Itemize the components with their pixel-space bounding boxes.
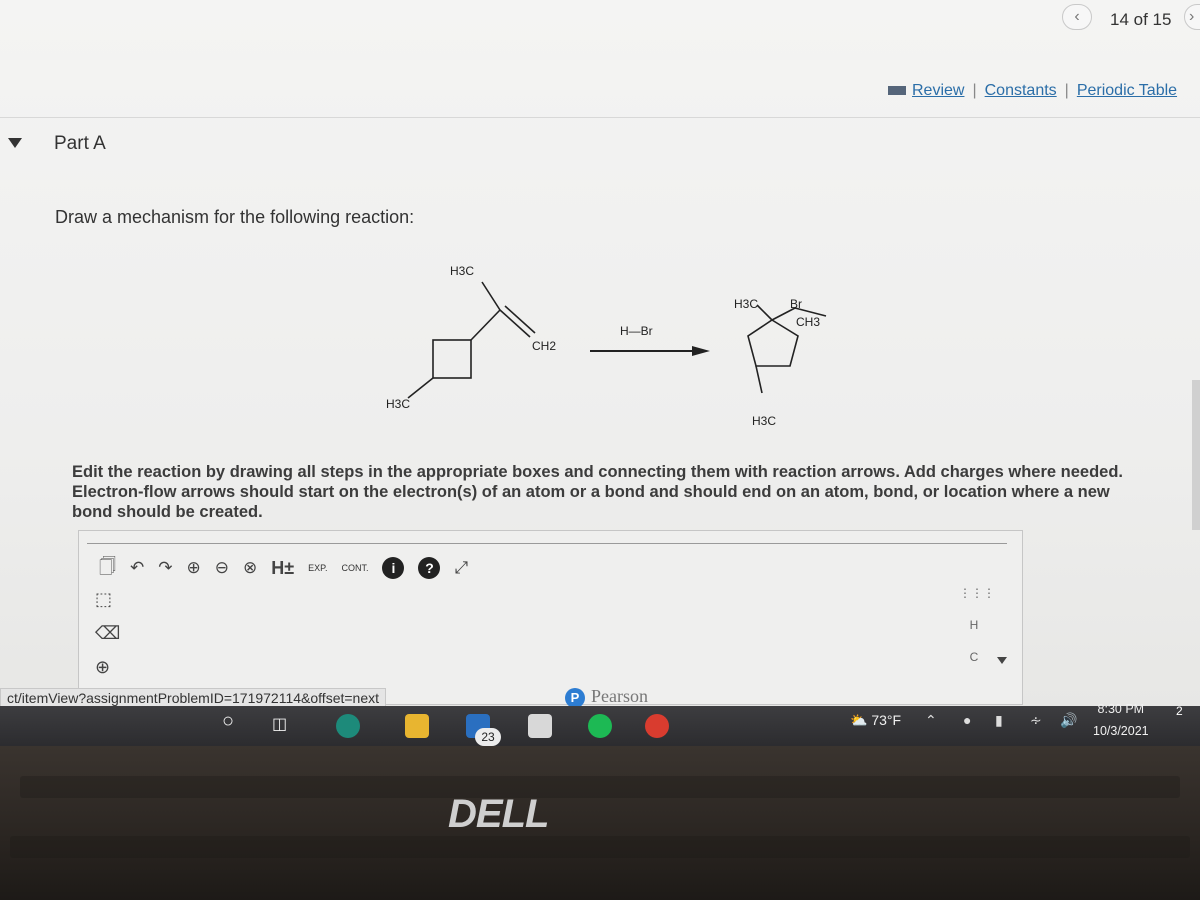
laptop-keyboard xyxy=(0,746,1200,900)
page-scrollbar[interactable] xyxy=(1192,380,1200,530)
volume-icon[interactable]: 🔊 xyxy=(1060,712,1078,728)
clear-icon[interactable]: ⊗ xyxy=(242,558,258,577)
help-icon[interactable]: ? xyxy=(418,557,440,579)
review-link[interactable]: Review xyxy=(912,82,965,99)
contract-label: CONT. xyxy=(341,563,369,573)
eraser-icon[interactable]: ⌫ xyxy=(95,623,121,643)
add-charge-icon[interactable]: ⊕ xyxy=(95,657,111,677)
cyclopentane-ring xyxy=(748,320,798,366)
methylene-label: CH2 xyxy=(532,339,557,353)
reagent-label: H—Br xyxy=(620,324,653,338)
mail-badge: 23 xyxy=(475,728,501,746)
carbon-atom-button[interactable]: C xyxy=(969,650,979,664)
methyl-label-top: H3C xyxy=(450,264,475,278)
task-view-icon[interactable]: ◫ xyxy=(272,716,288,733)
divider xyxy=(87,543,1007,544)
product-methyl-label-right: CH3 xyxy=(796,315,821,329)
bond xyxy=(408,378,433,398)
link-separator: | xyxy=(1064,82,1069,99)
page-count: 14 of 15 xyxy=(1110,10,1172,29)
pearson-logo-icon: P xyxy=(565,688,585,708)
contract-button[interactable] xyxy=(341,563,368,573)
new-document-icon[interactable]: 🗍 xyxy=(99,556,116,576)
edge-browser-icon[interactable] xyxy=(336,714,360,738)
hydrogen-charge-button[interactable]: H± xyxy=(271,557,295,578)
expand-button[interactable] xyxy=(308,563,327,573)
weather-widget[interactable] xyxy=(850,712,901,729)
previous-item-button[interactable]: ‹ xyxy=(1062,4,1092,30)
methyl-label-bottom: H3C xyxy=(386,397,411,411)
right-toolbar xyxy=(959,586,995,682)
fullscreen-icon[interactable]: ⤢ xyxy=(454,558,469,577)
spotify-icon[interactable] xyxy=(588,714,612,738)
weather-temperature: 73°F xyxy=(871,712,902,728)
tray-app-icon[interactable]: ● xyxy=(963,712,972,728)
status-bar-url: ct/itemView?assignmentProblemID=171972114&offset=next xyxy=(0,688,386,708)
bromine-label: Br xyxy=(790,297,802,311)
book-icon xyxy=(888,86,906,95)
clock-date: 10/3/2021 xyxy=(1093,724,1149,738)
taskbar-clock[interactable] xyxy=(1093,698,1149,742)
link-separator: | xyxy=(972,82,977,99)
constants-link[interactable]: Constants xyxy=(984,82,1057,99)
wifi-icon[interactable]: ∻ xyxy=(1030,712,1042,728)
key-row xyxy=(20,776,1180,798)
zoom-in-icon[interactable]: ⊕ xyxy=(186,558,201,577)
battery-icon[interactable]: ▮ xyxy=(995,712,1003,728)
cloud-sun-icon: ⛅ xyxy=(850,712,868,728)
divider xyxy=(0,117,1200,118)
hydrogen-atom-button[interactable]: H xyxy=(969,618,979,632)
windows-taskbar xyxy=(0,706,1200,746)
bond xyxy=(756,366,762,393)
question-text: Draw a mechanism for the following reaction: xyxy=(55,207,415,227)
redo-icon[interactable]: ↷ xyxy=(158,558,173,577)
collapse-caret-icon[interactable] xyxy=(8,138,22,148)
zoom-out-icon[interactable]: ⊖ xyxy=(214,558,229,577)
bond xyxy=(471,310,500,340)
drawing-editor[interactable] xyxy=(78,530,1023,705)
periodic-grid-icon[interactable]: ⋮⋮⋮ xyxy=(959,586,995,600)
reaction-arrowhead xyxy=(692,346,710,356)
instructions-text: Edit the reaction by drawing all steps in the appropriate boxes and connecting them with reaction arrows. Add charges where needed. Electron-flow arrows should start on the electron(s) of an atom or a bond and should end on an atom, bond, or location where a new bond should be created. xyxy=(72,463,1124,521)
product-methyl-label: H3C xyxy=(734,297,759,311)
bond xyxy=(757,305,772,320)
bond xyxy=(482,282,500,310)
selection-tool-icon[interactable]: ⬚ xyxy=(95,589,113,609)
notification-count: 2 xyxy=(1176,704,1183,718)
dell-logo: DELL xyxy=(448,792,549,836)
chrome-icon[interactable] xyxy=(645,714,669,738)
reaction-scheme xyxy=(360,250,830,440)
cyclobutane-ring xyxy=(433,340,471,378)
product-methyl-label-bottom: H3C xyxy=(752,414,777,428)
pearson-footer xyxy=(565,686,648,708)
part-title[interactable]: Part A xyxy=(54,133,106,154)
info-icon[interactable]: i xyxy=(382,557,404,579)
resource-links xyxy=(888,82,1177,100)
next-item-button[interactable]: › xyxy=(1184,4,1200,30)
scroll-down-icon[interactable] xyxy=(997,657,1007,664)
file-explorer-icon[interactable] xyxy=(405,714,429,738)
editor-toolbar xyxy=(99,553,482,583)
notification-center-icon[interactable] xyxy=(1176,704,1196,732)
clock-time: 8:30 PM xyxy=(1097,702,1145,716)
expand-label: EXP. xyxy=(308,563,328,573)
tray-chevron-icon[interactable]: ⌃ xyxy=(925,712,937,728)
periodic-table-link[interactable]: Periodic Table xyxy=(1076,82,1178,99)
left-toolbar xyxy=(95,589,127,691)
search-circle-icon[interactable]: ○ xyxy=(222,710,235,732)
pearson-name: Pearson xyxy=(591,686,648,706)
undo-icon[interactable]: ↶ xyxy=(129,558,145,577)
key-row xyxy=(10,836,1190,858)
store-icon[interactable] xyxy=(528,714,552,738)
